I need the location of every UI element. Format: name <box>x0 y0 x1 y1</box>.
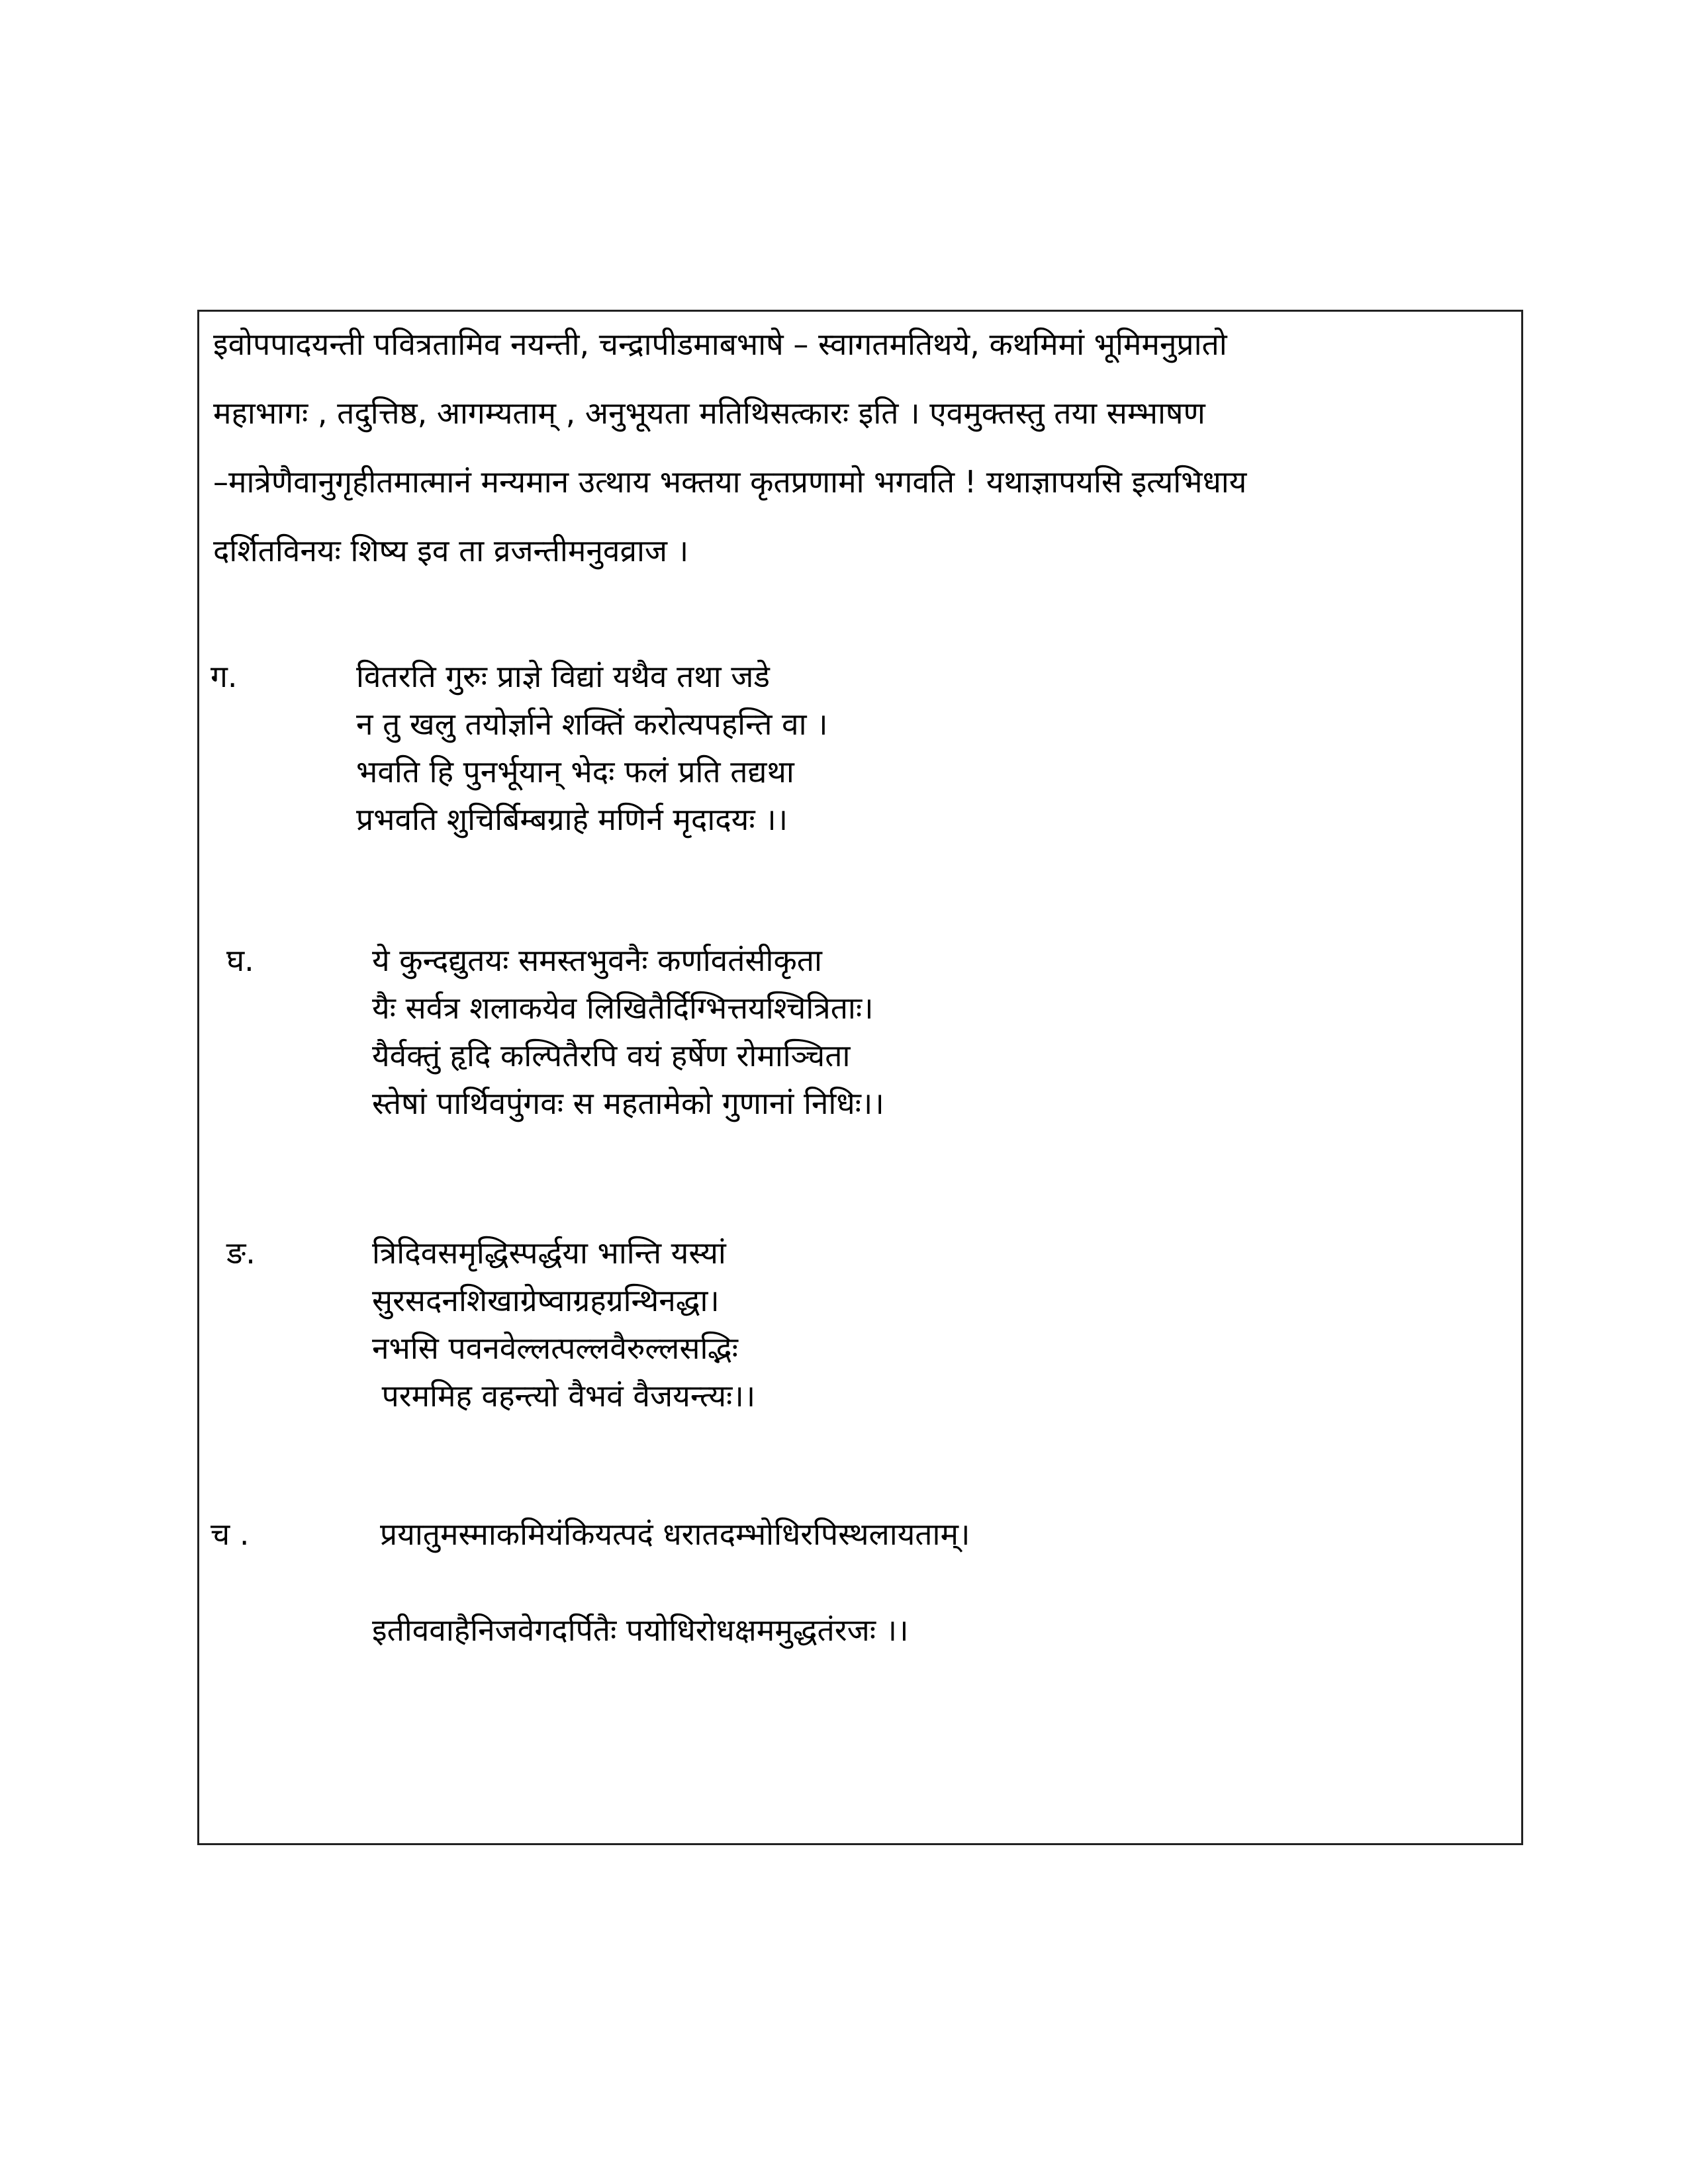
verse-line: नभसि पवनवेल्लत्पल्लवैरुल्लसद्भिः <box>372 1330 738 1366</box>
verse-label: घ. <box>226 942 254 978</box>
verse-line: परममिह वहन्त्यो वैभवं वैजयन्त्यः।। <box>372 1378 756 1414</box>
verse-line: भवति हि पुनर्भूयान् भेदः फलं प्रति तद्यथा <box>356 754 794 790</box>
verse-line: स्तेषां पार्थिवपुंगवः स महतामेको गुणानां निधिः।। <box>372 1085 884 1121</box>
verse-lines <box>372 1510 970 1702</box>
verse-line: ये कुन्दद्युतयः समस्तभुवनैः कर्णावतंसीकृता <box>372 942 822 978</box>
verse-line: सुरसदनशिखाग्रेष्वाग्रहग्रन्थिनद्धा। <box>372 1283 720 1318</box>
verse-line: त्रिदिवसमृद्धिस्पर्द्धया भान्ति यस्यां <box>372 1235 726 1271</box>
verse-line: यैः सर्वत्र शलाकयेव लिखितैर्दिग्भित्तयश्चित्रिताः। <box>372 990 874 1026</box>
verse-label: च . <box>211 1516 250 1552</box>
verse-lines <box>372 936 884 1127</box>
verse-line: न तु खलु तयोर्ज्ञाने शक्तिं करोत्यपहन्ति वा । <box>356 706 828 742</box>
verse-line: प्रभवति शुचिर्बिम्बग्राहे मणिर्न मृदादयः ।। <box>356 801 788 837</box>
verse-line: वितरति गुरुः प्राज्ञे विद्यां यथैव तथा जडे <box>356 659 770 694</box>
prose-line: इवोपपादयन्ती पवित्रतामिव नयन्ती, चन्द्रापीडमाबभाषे – स्वागतमतिथये, कथमिमां भूमिमनुप्रातो <box>213 326 1227 362</box>
prose-paragraph <box>213 310 1514 585</box>
verse-label: ङ. <box>226 1235 256 1271</box>
verse-lines <box>372 1229 755 1420</box>
verse-line: प्रयातुमस्माकमियंकियत्पदं धरातदम्भोधिरपिस्थलायताम्। <box>380 1516 970 1552</box>
verse-label: ग. <box>211 659 238 694</box>
verse-lines <box>356 653 828 843</box>
prose-line: दर्शितविनयः शिष्य इव ता व्रजन्तीमनुवव्राज । <box>213 533 689 569</box>
verse-line: यैर्वक्तुं हृदि कल्पितैरपि वयं हर्षेण रोमाञ्चिता <box>372 1038 851 1073</box>
prose-line: महाभागः , तदुत्तिष्ठ, आगम्यताम् , अनुभूयता मतिथिसत्कारः इति । एवमुक्तस्तु तया सम्भाषण <box>213 395 1205 431</box>
verse-line: इतीववाहैनिजवेगदर्पितैः पयोधिरोधक्षममुद्धतंरजः ।। <box>372 1612 909 1648</box>
prose-line: –मात्रेणैवानुगृहीतमात्मानं मन्यमान उत्थाय भक्तया कृतप्रणामो भगवति ! यथाज्ञापयसि इत्यभिधाय <box>213 464 1247 500</box>
